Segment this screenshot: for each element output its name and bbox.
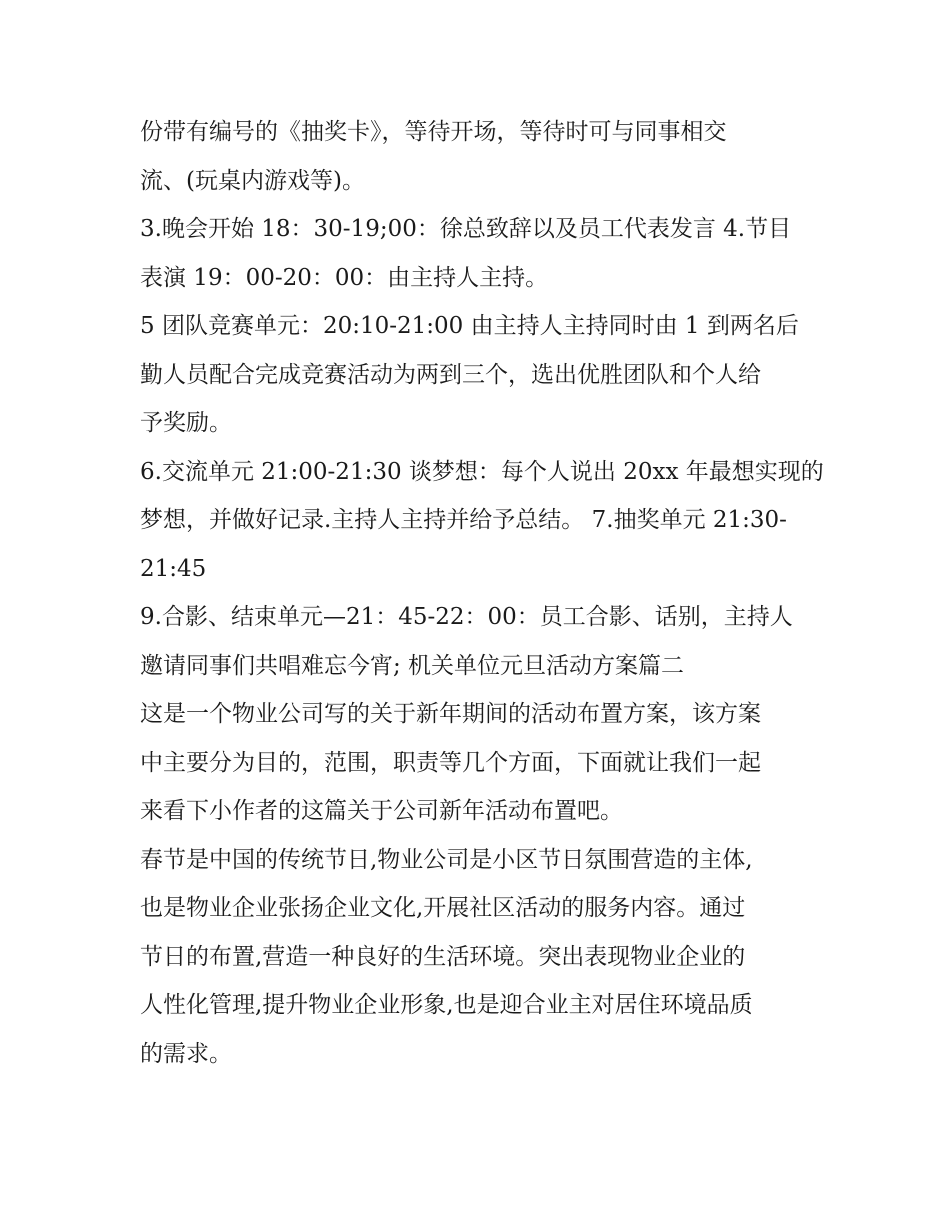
- document-body: [140, 108, 824, 1078]
- text-line: 流、(玩桌内游戏等)。: [140, 167, 365, 194]
- text-line: 9.合影、结束单元—21：45-22：00：员工合影、话别，主持人: [140, 604, 793, 630]
- text-line: 3.晚会开始 18：30-19;00：徐总致辞以及员工代表发言 4.节目: [140, 216, 792, 242]
- text-line: 6.交流单元 21:00-21:30 谈梦想：每个人说出 20xx 年最想实现的: [140, 458, 824, 485]
- text-line: 表演 19：00-20：00：由主持人主持。: [140, 264, 549, 291]
- text-line: 梦想，并做好记录.主持人主持并给予总结。 7.抽奖单元 21:30-: [140, 507, 787, 533]
- text-line: 21:45: [140, 555, 207, 582]
- text-line: 份带有编号的《抽奖卡》，等待开场，等待时可与同事相交: [140, 119, 727, 145]
- text-line: 5 团队竞赛单元：20:10-21:00 由主持人主持同时由 1 到两名后: [140, 313, 799, 339]
- text-line: 节日的布置,营造一种良好的生活环境。突出表现物业企业的: [140, 943, 746, 970]
- text-line: 邀请同事们共唱难忘今宵; 机关单位元旦活动方案篇二: [140, 652, 685, 679]
- text-line: 的需求。: [140, 1040, 232, 1067]
- text-line: 中主要分为目的，范围，职责等几个方面，下面就让我们一起: [140, 749, 761, 776]
- text-line: 勤人员配合完成竞赛活动为两到三个，选出优胜团队和个人给: [140, 361, 761, 388]
- text-line: 春节是中国的传统节日,物业公司是小区节日氛围营造的主体,: [140, 846, 753, 873]
- text-line: 也是物业企业张扬企业文化,开展社区活动的服务内容。通过: [140, 895, 746, 921]
- text-line: 这是一个物业公司写的关于新年期间的活动布置方案，该方案: [140, 701, 761, 727]
- text-line: 人性化管理,提升物业企业形象,也是迎合业主对居住环境品质: [140, 992, 753, 1018]
- text-line: 予奖励。: [140, 410, 232, 436]
- text-line: 来看下小作者的这篇关于公司新年活动布置吧。: [140, 798, 623, 824]
